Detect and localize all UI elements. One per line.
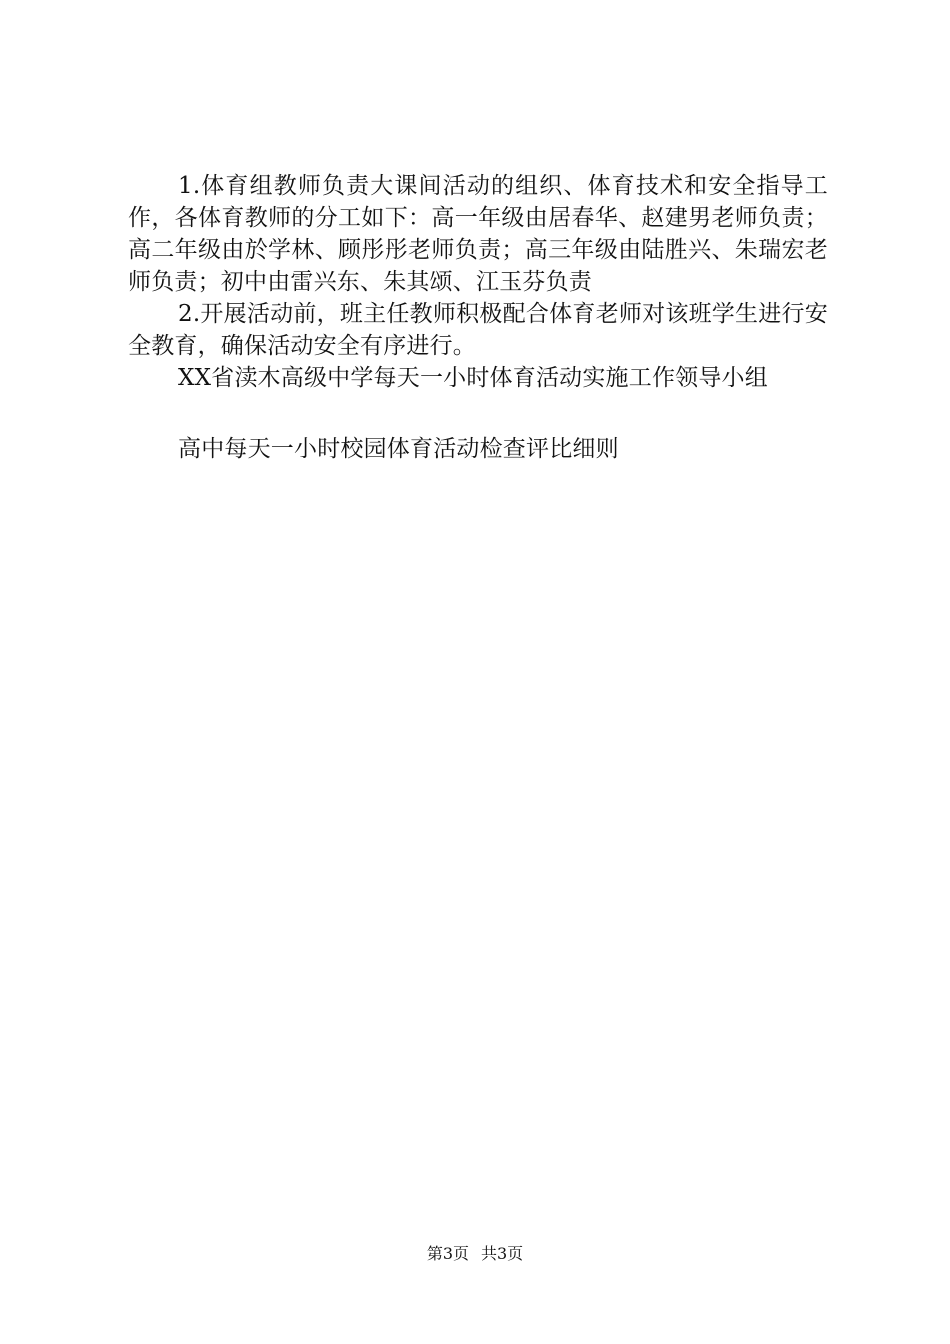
paragraph-teacher-assignment: 1.体育组教师负责大课间活动的组织、体育技术和安全指导工作，各体育教师的分工如下：高一年级由居春华、赵建男老师负责；高二年级由於学林、顾彤彤老师负责；高三年级由陆胜兴、朱瑞宏老师负责；初中由雷兴东、朱其颂、江玉芬负责	[128, 173, 828, 295]
page-total: 共3页	[481, 1244, 524, 1263]
page-number: 第3页	[426, 1244, 469, 1263]
signature-line: XX省渎木高级中学每天一小时体育活动实施工作领导小组	[178, 365, 768, 391]
page-footer	[0, 1244, 950, 1264]
next-section-title: 高中每天一小时校园体育活动检查评比细则	[178, 436, 619, 462]
paragraph-safety-education: 2.开展活动前，班主任教师积极配合体育老师对该班学生进行安全教育，确保活动安全有序进行。	[128, 301, 828, 359]
document-body	[128, 170, 828, 465]
